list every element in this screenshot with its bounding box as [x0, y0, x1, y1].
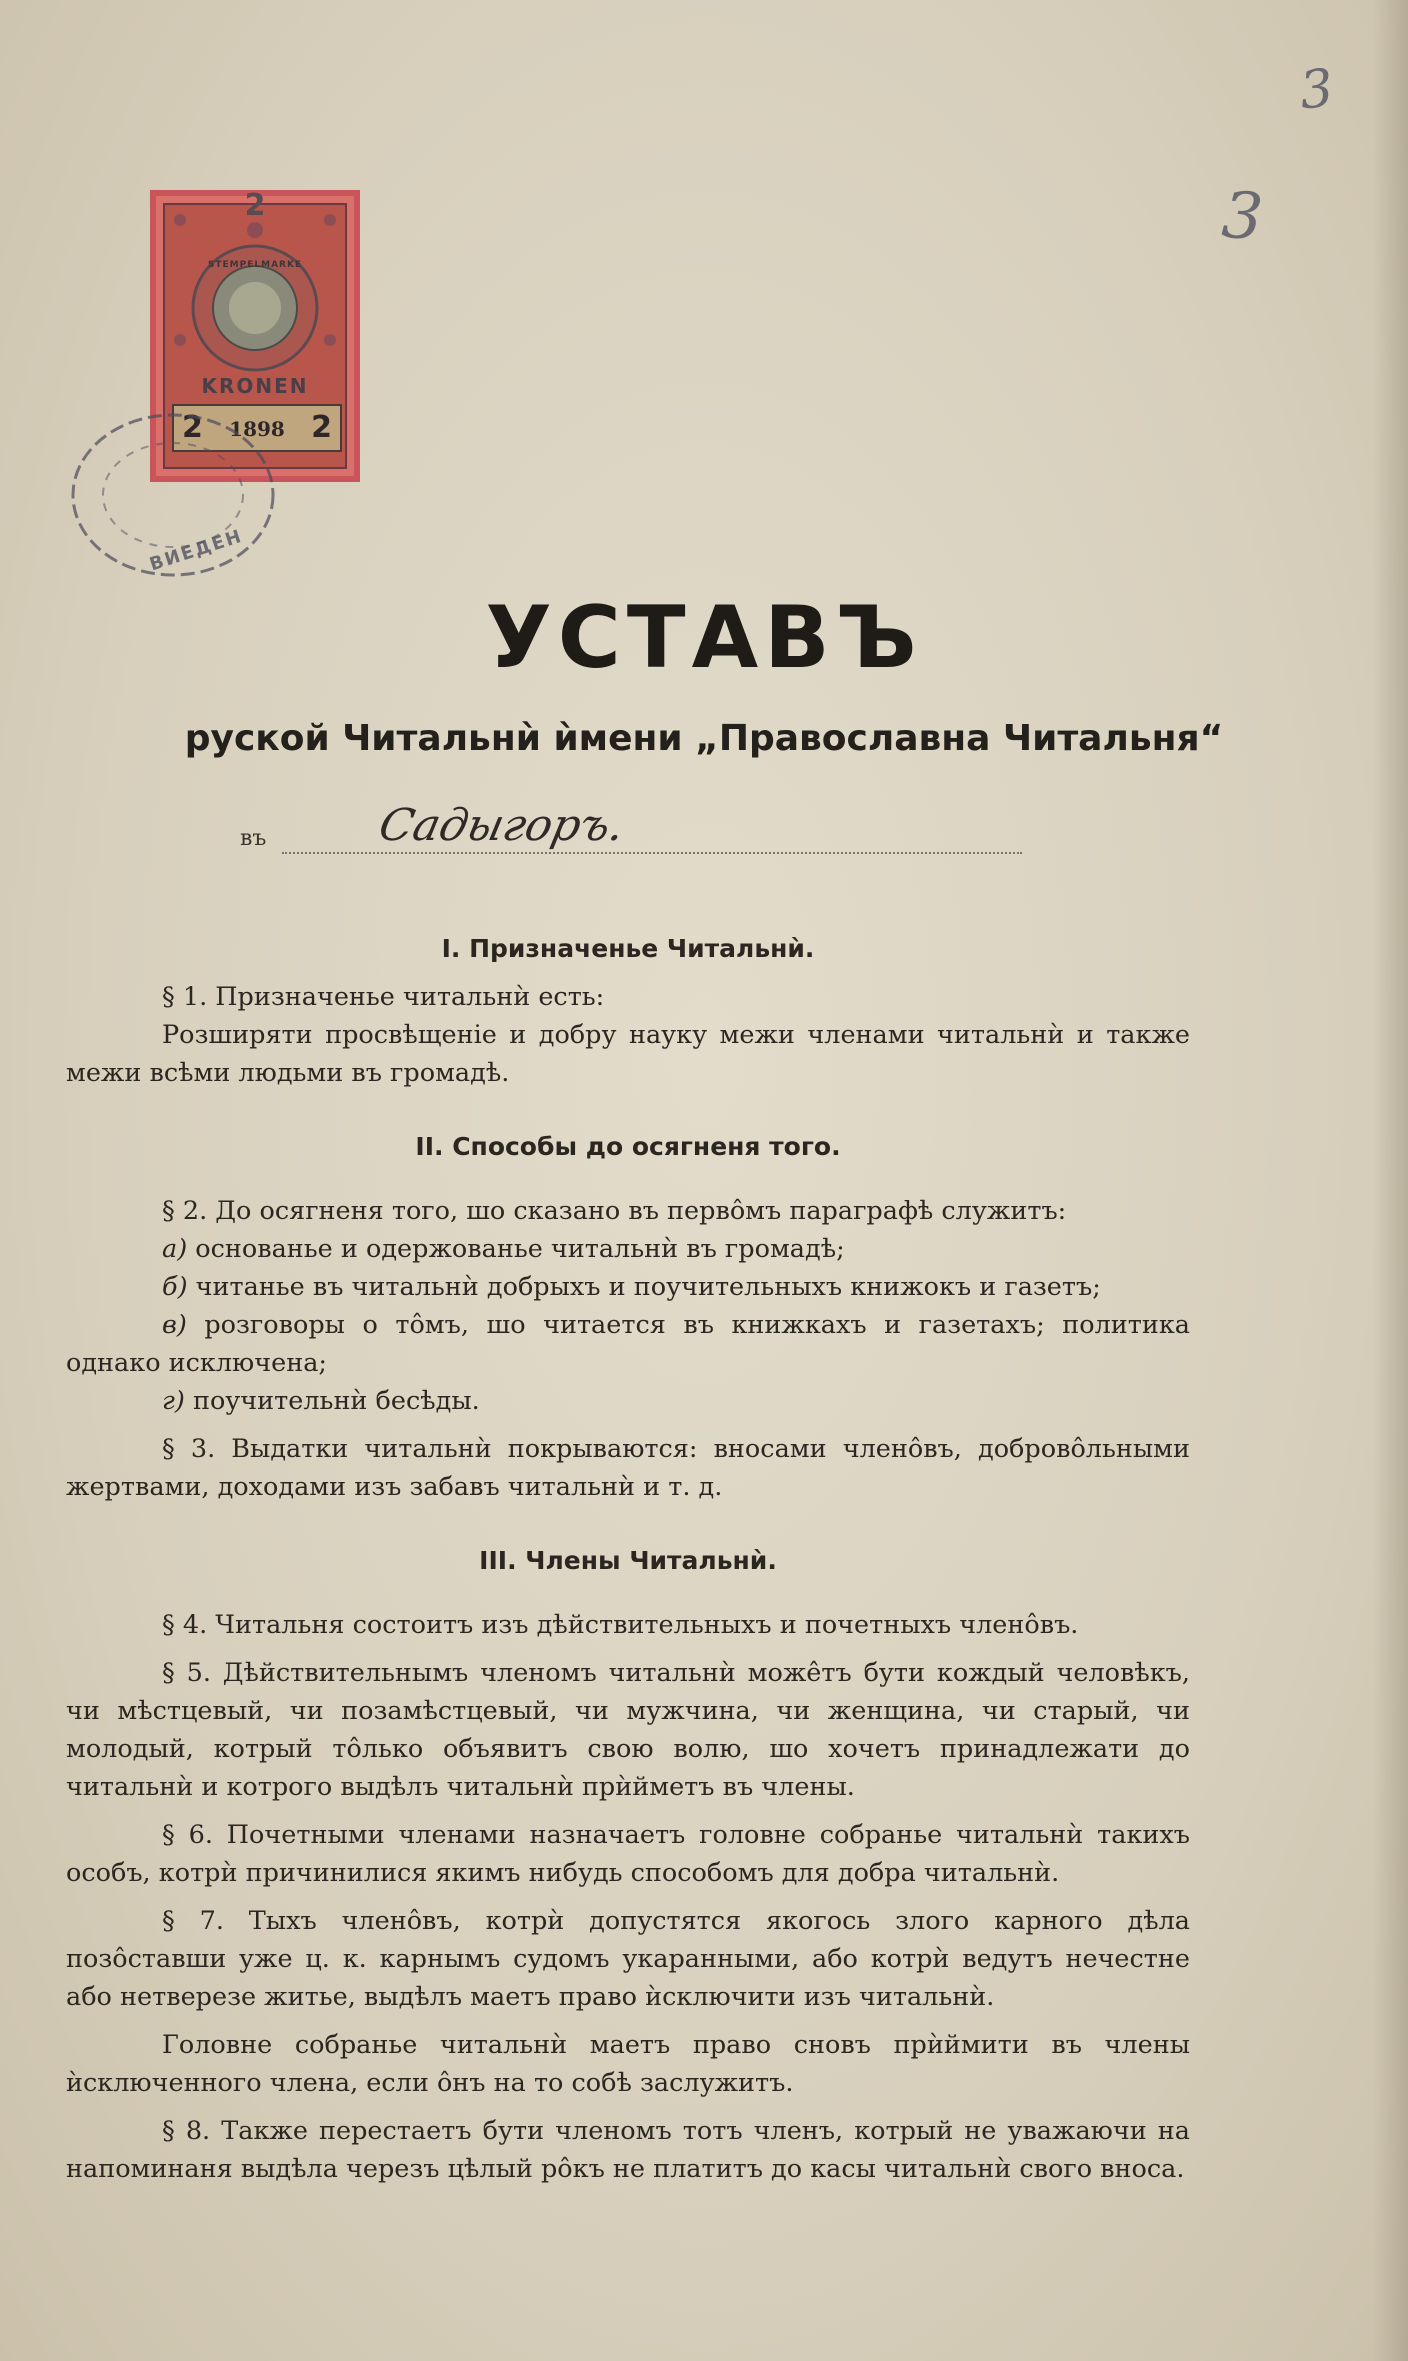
paragraph-2-item-b: [66, 1268, 1190, 1306]
place-field: [240, 800, 1030, 860]
paragraph-2-intro: § 2. До осягненя того, шо сказано въ первôмъ параграфѣ служитъ:: [162, 1196, 1067, 1226]
section-heading-2: II. Способы до осягненя того.: [415, 1132, 841, 1161]
item-letter: в): [162, 1310, 187, 1340]
folio-number: 3: [1219, 178, 1266, 256]
item-text: поучительнѝ бесѣды.: [192, 1386, 480, 1416]
stamp-denomination-right: 2: [311, 410, 332, 445]
cancellation-postmark: [58, 400, 288, 590]
paragraph-2-item-d: [66, 1382, 1190, 1420]
paragraph-1-intro: § 1. Призначенье читальнѝ есть:: [162, 982, 605, 1012]
stamp-denomination-top: 2: [244, 188, 266, 223]
statute-body: [66, 930, 1190, 2188]
section-heading-3: III. Члены Читальнѝ.: [479, 1546, 777, 1575]
paragraph-6: § 6. Почетными членами назначаетъ головне собранье читальнѝ такихъ особъ, котрѝ причинилися якимъ нибудь способомъ для добра читальнѝ.: [66, 1820, 1190, 1888]
paragraph-1-text: Розширяти просвѣщеніе и добру науку межи членами читальнѝ и также межи всѣми людьми въ громадѣ.: [66, 1020, 1190, 1088]
item-text: читанье въ читальнѝ добрыхъ и поучительныхъ книжокъ и газетъ;: [195, 1272, 1101, 1302]
postmark-text: ВИЕДЕН: [147, 525, 246, 576]
place-prefix: въ: [240, 826, 267, 851]
document-subtitle: руской Читальнѝ ѝмени „Православна Читальня“: [184, 718, 1224, 759]
paragraph-2-item-c: [66, 1306, 1190, 1382]
paragraph-5: § 5. Дѣйствительнымъ членомъ читальнѝ може̂тъ бути кождый человѣкъ, чи мѣстцевый, чи позамѣстцевый, чи мужчина, чи женщина, чи старый, чи молодый, котрый тôлько объявитъ свою волю, шо хочетъ принадлежати до читальнѝ и котрого выдѣлъ читальнѝ прѝйметъ въ члены.: [66, 1658, 1190, 1802]
document-title: УСТАВЪ: [485, 588, 923, 688]
item-text: розговоры о тôмъ, шо читается въ книжкахъ и газетахъ; политика однако исключена;: [66, 1310, 1191, 1378]
paragraph-3: § 3. Выдатки читальнѝ покрываются: вносами членôвъ, добровôльными жертвами, доходами изъ забавъ читальнѝ и т. д.: [66, 1434, 1190, 1502]
item-letter: а): [162, 1234, 188, 1264]
paragraph-4: § 4. Читальня состоитъ изъ дѣйствительныхъ и почетныхъ членôвъ.: [162, 1610, 1079, 1640]
stamp-currency: KRONEN: [201, 374, 309, 398]
page-edge-shadow: [1372, 0, 1408, 2361]
stamp-inner-text: STEMPELMARKE: [207, 260, 303, 270]
item-letter: г): [162, 1386, 185, 1416]
paragraph-7b: Головне собранье читальнѝ маетъ право сновъ прѝймити въ члены ѝсключенного члена, если ôнъ на то собѣ заслужитъ.: [66, 2030, 1190, 2098]
item-text: основанье и одержованье читальнѝ въ громадѣ;: [195, 1234, 845, 1264]
paragraph-7: § 7. Тыхъ членôвъ, котрѝ допустятся якогось злого карного дѣла позôставши уже ц. к. карнымъ судомъ укаранными, або котрѝ ведутъ нечестне або нетверезе житье, выдѣлъ маетъ право ѝсключити изъ читальнѝ.: [66, 1906, 1190, 2012]
section-heading-1: I. Призначенье Читальнѝ.: [441, 934, 815, 963]
place-handwritten: Садыгоръ.: [374, 800, 630, 851]
item-letter: б): [162, 1272, 188, 1302]
paragraph-8: § 8. Также перестаетъ бути членомъ тотъ членъ, котрый не уважаючи на напоминаня выдѣла черезъ цѣлый рôкъ не платитъ до касы читальнѝ свого вноса.: [66, 2116, 1190, 2184]
stamp-denomination-left: 2: [182, 410, 203, 445]
paragraph-2-item-a: [66, 1230, 1190, 1268]
stamp-year: 1898: [229, 417, 285, 441]
corner-pencil-mark: 3: [1296, 58, 1337, 122]
place-dotted-line: [282, 852, 1022, 854]
